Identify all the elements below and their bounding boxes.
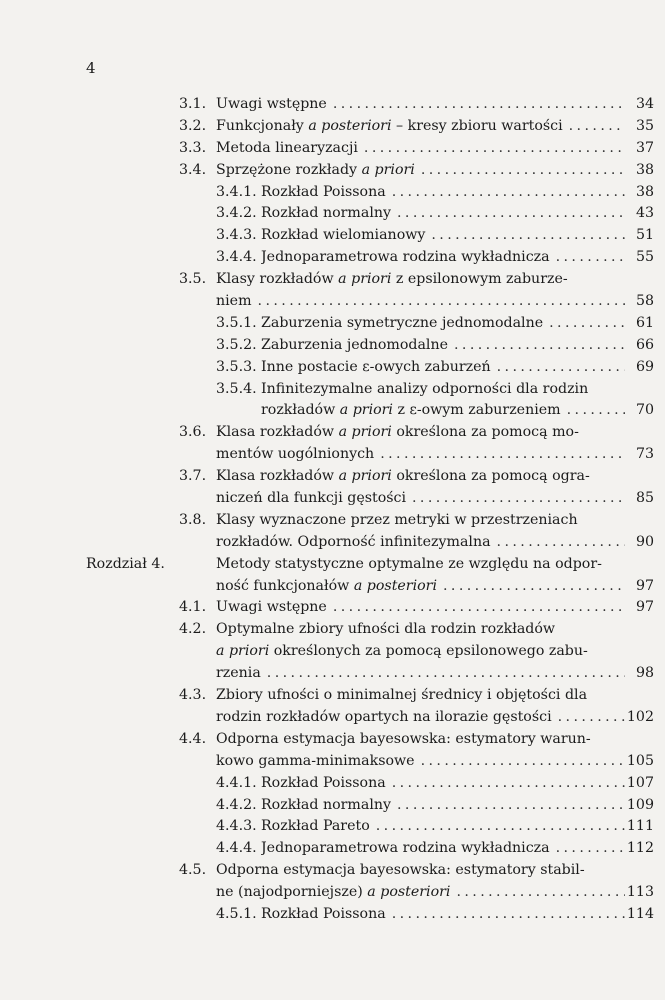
toc-section-title: Jednoparametrowa rodzina wykładnicza . . . bbox=[261, 247, 625, 269]
toc-section-number: 4.5.1. bbox=[216, 905, 257, 922]
toc-entry bbox=[0, 554, 665, 576]
toc-entry bbox=[0, 357, 665, 379]
dot-leader bbox=[327, 597, 625, 619]
toc-entry bbox=[0, 225, 665, 247]
dot-leader bbox=[370, 816, 625, 838]
toc-entry bbox=[0, 619, 665, 641]
toc-entry bbox=[0, 816, 665, 838]
toc-page-number: 97 bbox=[635, 599, 654, 616]
dot-leader bbox=[415, 751, 625, 773]
toc-section-title: Klasy wyznaczone przez metryki w przestrzeniach bbox=[216, 511, 578, 528]
toc-entry bbox=[0, 160, 665, 182]
toc-entry bbox=[0, 685, 665, 707]
toc-section-title: Metody statystyczne optymalne ze względu na odpor- bbox=[216, 555, 602, 572]
toc-entry bbox=[0, 379, 665, 401]
toc-section-title: Rozkład Pareto . . . bbox=[261, 816, 625, 838]
toc-section-number: 3.5.2. bbox=[216, 336, 257, 353]
toc-entry bbox=[0, 422, 665, 444]
dot-leader bbox=[261, 663, 625, 685]
toc-entry bbox=[0, 751, 665, 773]
toc-section-title: rodzin rozkładów opartych na ilorazie gęstości . . . bbox=[216, 707, 625, 729]
toc-entry bbox=[0, 532, 665, 554]
toc-section-number: 3.6. bbox=[179, 424, 207, 441]
table-of-contents bbox=[0, 94, 665, 926]
toc-section-title: kowo gamma-minimaksowe . . . bbox=[216, 751, 625, 773]
page-number: 4 bbox=[86, 59, 96, 77]
toc-section-number: 3.3. bbox=[179, 139, 207, 156]
toc-section-title: Klasy rozkładów a priori z epsilonowym zaburze- bbox=[216, 271, 568, 288]
toc-page-number: 38 bbox=[635, 183, 654, 200]
toc-section-title: Rozkład normalny . . . bbox=[261, 795, 625, 817]
toc-section-number: 3.4.2. bbox=[216, 205, 257, 222]
toc-page-number: 105 bbox=[626, 752, 654, 769]
toc-entry bbox=[0, 291, 665, 313]
toc-section-title: mentów uogólnionych . . . bbox=[216, 444, 625, 466]
toc-entry bbox=[0, 400, 665, 422]
toc-entry bbox=[0, 795, 665, 817]
toc-section-title: Uwagi wstępne . . . bbox=[216, 597, 625, 619]
dot-leader bbox=[252, 291, 625, 313]
toc-entry bbox=[0, 641, 665, 663]
toc-entry bbox=[0, 882, 665, 904]
toc-entry bbox=[0, 904, 665, 926]
toc-entry bbox=[0, 707, 665, 729]
toc-section-title: Zaburzenia symetryczne jednomodalne . . . bbox=[261, 313, 625, 335]
dot-leader bbox=[448, 335, 625, 357]
toc-section-number: 4.3. bbox=[179, 687, 207, 704]
toc-section-number: 4.5. bbox=[179, 862, 207, 879]
toc-chapter-label: Rozdział 4. bbox=[86, 555, 165, 572]
toc-section-title: Odporna estymacja bayesowska: estymatory warun- bbox=[216, 730, 591, 747]
toc-page-number: 109 bbox=[626, 796, 654, 813]
toc-section-number: 3.2. bbox=[179, 117, 207, 134]
toc-section-title: Zaburzenia jednomodalne . . . bbox=[261, 335, 625, 357]
toc-entry bbox=[0, 663, 665, 685]
toc-section-title: Rozkład normalny . . . bbox=[261, 203, 625, 225]
toc-section-title: Infinitezymalne analizy odporności dla rodzin bbox=[261, 380, 589, 397]
toc-section-title: Rozkład Poissona . . . bbox=[261, 773, 625, 795]
toc-section-title: Inne postacie ε-owych zaburzeń . . . bbox=[261, 357, 625, 379]
toc-page-number: 107 bbox=[626, 774, 654, 791]
toc-section-number: 3.5.3. bbox=[216, 358, 257, 375]
toc-entry bbox=[0, 488, 665, 510]
toc-entry bbox=[0, 576, 665, 598]
toc-page-number: 69 bbox=[635, 358, 654, 375]
toc-section-title: niem . . . bbox=[216, 291, 625, 313]
toc-entry bbox=[0, 94, 665, 116]
toc-page-number: 113 bbox=[626, 884, 654, 901]
toc-section-number: 3.5.4. bbox=[216, 380, 257, 397]
toc-page-number: 35 bbox=[635, 117, 654, 134]
toc-section-title: Rozkład Poissona . . . bbox=[261, 182, 625, 204]
toc-entry bbox=[0, 116, 665, 138]
toc-section-title: Uwagi wstępne . . . bbox=[216, 94, 625, 116]
toc-section-title: Rozkład wielomianowy . . . bbox=[261, 225, 625, 247]
dot-leader bbox=[415, 160, 625, 182]
toc-page-number: 37 bbox=[635, 139, 654, 156]
dot-leader bbox=[386, 904, 625, 926]
toc-section-title: Odporna estymacja bayesowska: estymatory stabil- bbox=[216, 862, 585, 879]
dot-leader bbox=[327, 94, 625, 116]
toc-entry bbox=[0, 269, 665, 291]
toc-entry bbox=[0, 247, 665, 269]
toc-entry bbox=[0, 860, 665, 882]
dot-leader bbox=[491, 357, 625, 379]
toc-section-title: niczeń dla funkcji gęstości . . . bbox=[216, 488, 625, 510]
toc-entry bbox=[0, 182, 665, 204]
toc-page-number: 114 bbox=[626, 905, 654, 922]
toc-entry bbox=[0, 313, 665, 335]
toc-page-number: 112 bbox=[626, 840, 654, 857]
toc-section-title: Optymalne zbiory ufności dla rodzin rozkładów bbox=[216, 621, 556, 638]
toc-section-title: Klasa rozkładów a priori określona za pomocą mo- bbox=[216, 424, 579, 441]
toc-page-number: 61 bbox=[635, 314, 654, 331]
toc-page-number: 38 bbox=[635, 161, 654, 178]
toc-entry bbox=[0, 597, 665, 619]
toc-section-number: 4.2. bbox=[179, 621, 207, 638]
toc-section-number: 3.5.1. bbox=[216, 314, 257, 331]
dot-leader bbox=[543, 313, 625, 335]
toc-page-number: 55 bbox=[635, 249, 654, 266]
toc-page-number: 66 bbox=[635, 336, 654, 353]
dot-leader bbox=[406, 488, 625, 510]
toc-page-number: 58 bbox=[635, 293, 654, 310]
toc-page-number: 73 bbox=[635, 446, 654, 463]
dot-leader bbox=[374, 444, 625, 466]
dot-leader bbox=[437, 576, 625, 598]
toc-section-title: Zbiory ufności o minimalnej średnicy i objętości dla bbox=[216, 687, 588, 704]
toc-section-number: 4.4.4. bbox=[216, 840, 257, 857]
toc-section-title: Sprzężone rozkłady a priori . . . bbox=[216, 160, 625, 182]
toc-section-title: Rozkład Poissona . . . bbox=[261, 904, 625, 926]
dot-leader bbox=[425, 225, 625, 247]
toc-section-number: 3.8. bbox=[179, 511, 207, 528]
dot-leader bbox=[491, 532, 625, 554]
toc-section-number: 4.4.3. bbox=[216, 818, 257, 835]
toc-entry bbox=[0, 335, 665, 357]
toc-entry bbox=[0, 203, 665, 225]
toc-page-number: 70 bbox=[635, 402, 654, 419]
toc-section-title: Klasa rozkładów a priori określona za pomocą ogra- bbox=[216, 468, 590, 485]
toc-entry bbox=[0, 729, 665, 751]
toc-entry bbox=[0, 838, 665, 860]
toc-section-title: ność funkcjonałów a posteriori . . . bbox=[216, 576, 625, 598]
toc-page-number: 85 bbox=[635, 490, 654, 507]
toc-section-title: Jednoparametrowa rodzina wykładnicza . . . bbox=[261, 838, 625, 860]
dot-leader bbox=[386, 182, 625, 204]
toc-page-number: 51 bbox=[635, 227, 654, 244]
toc-section-number: 3.4. bbox=[179, 161, 207, 178]
toc-section-number: 3.1. bbox=[179, 96, 207, 112]
toc-page-number: 43 bbox=[635, 205, 654, 222]
toc-section-number: 4.1. bbox=[179, 599, 207, 616]
toc-section-title: rozkładów a priori z ε-owym zaburzeniem . . . bbox=[261, 400, 625, 422]
toc-entry bbox=[0, 773, 665, 795]
toc-page-number: 90 bbox=[635, 533, 654, 550]
toc-section-number: 4.4. bbox=[179, 730, 207, 747]
dot-leader bbox=[358, 138, 625, 160]
toc-section-title: a priori określonych za pomocą epsilonowego zabu- bbox=[216, 643, 588, 660]
toc-entry bbox=[0, 466, 665, 488]
toc-section-number: 3.7. bbox=[179, 468, 207, 485]
toc-page-number: 111 bbox=[626, 818, 654, 835]
toc-section-number: 4.4.2. bbox=[216, 796, 257, 813]
toc-entry bbox=[0, 444, 665, 466]
toc-section-number: 4.4.1. bbox=[216, 774, 257, 791]
toc-section-number: 3.4.1. bbox=[216, 183, 257, 200]
toc-page-number: 98 bbox=[635, 665, 654, 682]
toc-section-title: ne (najodporniejsze) a posteriori . . . bbox=[216, 882, 625, 904]
dot-leader bbox=[450, 882, 625, 904]
toc-section-number: 3.4.4. bbox=[216, 249, 257, 266]
toc-section-title: rzenia . . . bbox=[216, 663, 625, 685]
toc-page-number: 97 bbox=[635, 577, 654, 594]
toc-page-number: 34 bbox=[635, 96, 654, 112]
toc-entry bbox=[0, 510, 665, 532]
toc-page-number: 102 bbox=[626, 708, 654, 725]
dot-leader bbox=[386, 773, 625, 795]
toc-section-number: 3.5. bbox=[179, 271, 207, 288]
toc-section-title: Funkcjonały a posteriori – kresy zbioru wartości . . . bbox=[216, 116, 625, 138]
toc-section-title: Metoda linearyzacji . . . bbox=[216, 138, 625, 160]
toc-section-title: rozkładów. Odporność infinitezymalna . . . bbox=[216, 532, 625, 554]
toc-section-number: 3.4.3. bbox=[216, 227, 257, 244]
dot-leader bbox=[391, 203, 625, 225]
dot-leader bbox=[391, 795, 625, 817]
toc-entry bbox=[0, 138, 665, 160]
